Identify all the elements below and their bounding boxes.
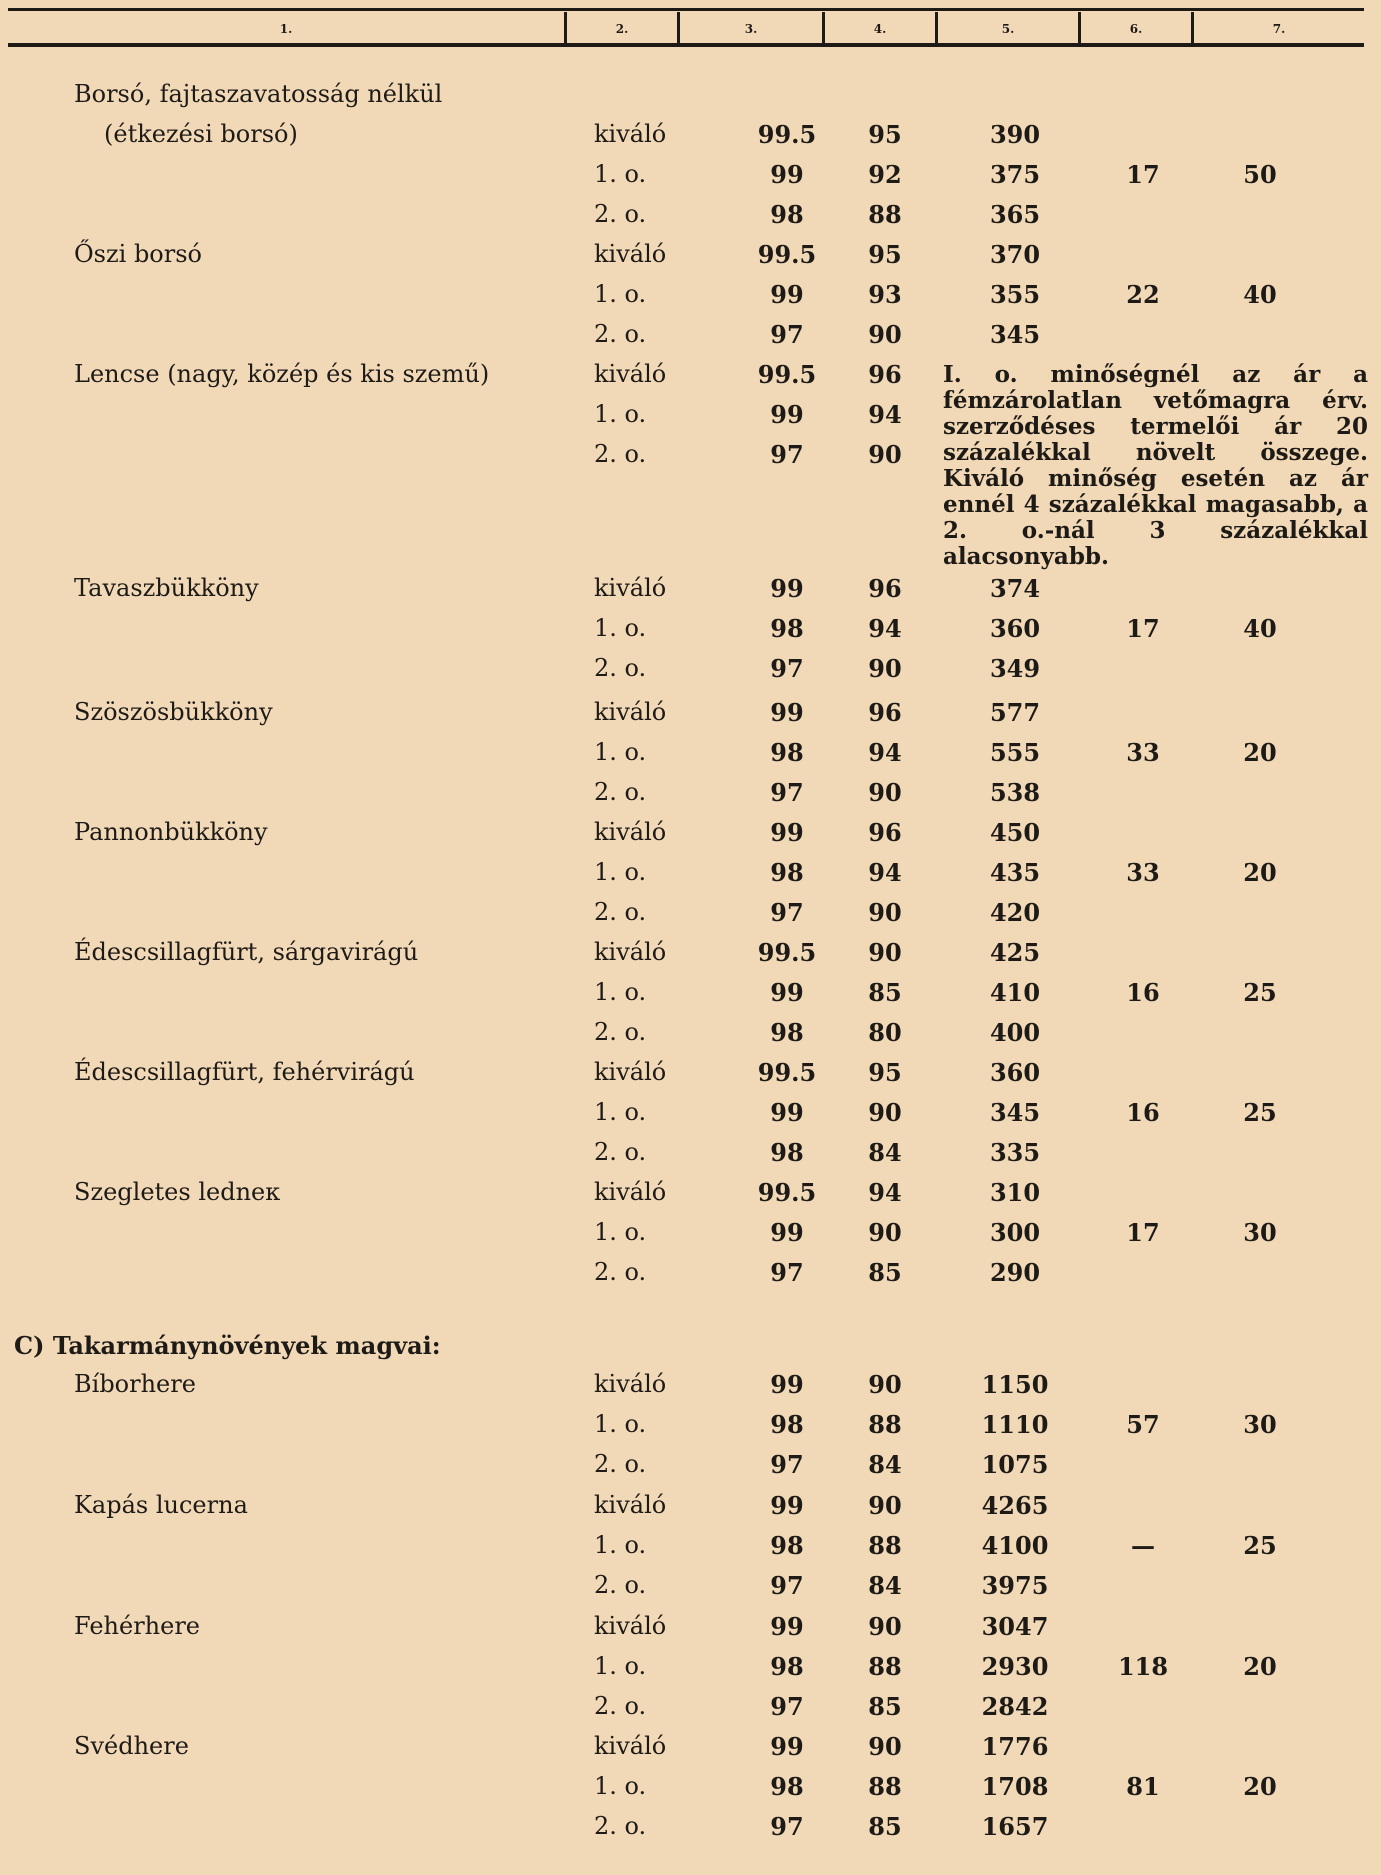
quality-class: 2. o. [594,778,647,806]
germination-pct: 90 [868,1612,902,1641]
price: 577 [989,698,1041,727]
col-6-value: 17 [1126,160,1160,189]
purity-pct: 99 [770,818,804,847]
price: 335 [989,1138,1041,1167]
purity-pct: 98 [770,1018,804,1047]
quality-class: kiváló [594,698,667,726]
table-row [0,858,1381,892]
germination-pct: 90 [868,440,902,469]
quality-class: kiváló [594,1058,667,1086]
purity-pct: 98 [770,1652,804,1681]
price: 2842 [981,1692,1049,1721]
purity-pct: 99 [770,1491,804,1520]
table-row [0,818,1381,852]
purity-pct: 98 [770,858,804,887]
price: 1150 [981,1370,1049,1399]
quality-class: 2. o. [594,200,647,228]
quality-class: 1. o. [594,978,647,1006]
quality-class: kiváló [594,360,667,388]
crop-name: Őszi borsó [74,240,202,268]
price: 400 [989,1018,1041,1047]
germination-pct: 96 [868,818,902,847]
germination-pct: 90 [868,1098,902,1127]
quality-class: kiváló [594,1370,667,1398]
purity-pct: 97 [770,1571,804,1600]
price: 345 [989,1098,1041,1127]
table-row [0,1491,1381,1525]
quality-class: 1. o. [594,858,647,886]
germination-pct: 95 [868,1058,902,1087]
table-row [0,1058,1381,1092]
col-6-value: 22 [1126,280,1160,309]
crop-name: Szegletes ledneк [74,1178,281,1206]
germination-pct: 88 [868,1531,902,1560]
purity-pct: 98 [770,200,804,229]
col-6-value: 17 [1126,1218,1160,1247]
table-row [0,1692,1381,1726]
quality-class: kiváló [594,240,667,268]
table-row [0,898,1381,932]
col-7-value: 20 [1243,1652,1277,1681]
germination-pct: 95 [868,240,902,269]
table-row [0,1258,1381,1292]
quality-class: 2. o. [594,898,647,926]
table-row [0,1098,1381,1132]
table-row [0,1531,1381,1565]
germination-pct: 96 [868,698,902,727]
crop-name: Tavaszbükköny [74,574,259,602]
header-col-6: 6. [1129,22,1143,36]
quality-class: kiváló [594,1612,667,1640]
crop-name: Szöszösbükköny [74,698,273,726]
table-row [0,1218,1381,1252]
purity-pct: 97 [770,654,804,683]
price: 1776 [981,1732,1049,1761]
table-row [0,614,1381,648]
table-row [0,1612,1381,1646]
purity-pct: 99.5 [757,120,817,149]
purity-pct: 97 [770,1692,804,1721]
col-7-value: 50 [1243,160,1277,189]
germination-pct: 84 [868,1450,902,1479]
purity-pct: 97 [770,778,804,807]
germination-pct: 96 [868,574,902,603]
header-col-2: 2. [615,22,629,36]
purity-pct: 98 [770,1138,804,1167]
crop-name: (étkezési borsó) [104,120,298,148]
price: 390 [989,120,1041,149]
col-7-value: 40 [1243,280,1277,309]
purity-pct: 99 [770,978,804,1007]
table-row [0,698,1381,732]
germination-pct: 90 [868,320,902,349]
quality-class: kiváló [594,120,667,148]
purity-pct: 97 [770,1812,804,1841]
crop-name: Bíborhere [74,1370,196,1398]
col-7-value: 25 [1243,1098,1277,1127]
crop-name: Borsó, fajtaszavatosság nélkül [74,80,443,108]
quality-class: 2. o. [594,440,647,468]
col-6-value: 17 [1126,614,1160,643]
purity-pct: 99.5 [757,360,817,389]
germination-pct: 90 [868,1370,902,1399]
price: 310 [989,1178,1041,1207]
germination-pct: 88 [868,1410,902,1439]
table-row [0,938,1381,972]
germination-pct: 85 [868,1692,902,1721]
price: 450 [989,818,1041,847]
germination-pct: 90 [868,654,902,683]
price: 2930 [981,1652,1049,1681]
quality-class: 1. o. [594,1218,647,1246]
col-6-value: 118 [1117,1652,1169,1681]
price: 555 [989,738,1041,767]
germination-pct: 92 [868,160,902,189]
price: 1657 [981,1812,1049,1841]
table-row [0,978,1381,1012]
purity-pct: 97 [770,1450,804,1479]
price: 435 [989,858,1041,887]
table-row [0,778,1381,812]
price: 1075 [981,1450,1049,1479]
table-row [0,200,1381,234]
quality-class: 2. o. [594,1018,647,1046]
col-6-value: — [1131,1531,1155,1560]
table-row [0,320,1381,354]
table-row [0,654,1381,688]
quality-class: kiváló [594,818,667,846]
table-row [0,1018,1381,1052]
table-row [0,1410,1381,1444]
germination-pct: 94 [868,400,902,429]
table-row [0,160,1381,194]
germination-pct: 90 [868,1491,902,1520]
purity-pct: 99.5 [757,240,817,269]
price: 3975 [981,1571,1049,1600]
purity-pct: 99.5 [757,938,817,967]
germination-pct: 84 [868,1571,902,1600]
col-7-value: 20 [1243,858,1277,887]
purity-pct: 98 [770,1410,804,1439]
price: 538 [989,778,1041,807]
price: 290 [989,1258,1041,1287]
header-col-5: 5. [1001,22,1015,36]
purity-pct: 99 [770,1218,804,1247]
germination-pct: 84 [868,1138,902,1167]
quality-class: 2. o. [594,1812,647,1840]
germination-pct: 85 [868,978,902,1007]
quality-class: kiváló [594,1491,667,1519]
quality-class: 1. o. [594,280,647,308]
lencse-price-note: I. o. minőségnél az ár a fémzárolatlan vetőmagra érv. szerződéses termelői ár 20 százalékkal növelt összege. Kiváló minőség esetén az ár ennél 4 százalékkal magasabb, a 2. o.-nál 3 százalékkal alacsonyabb. [943,361,1368,570]
purity-pct: 98 [770,1772,804,1801]
crop-name: Édescsillagfürt, sárgavirágú [74,938,419,966]
header-col-4: 4. [873,22,887,36]
header-col-3: 3. [744,22,758,36]
purity-pct: 99 [770,1612,804,1641]
purity-pct: 99.5 [757,1178,817,1207]
price: 355 [989,280,1041,309]
price: 4100 [981,1531,1049,1560]
price: 4265 [981,1491,1049,1520]
price: 425 [989,938,1041,967]
price: 360 [989,614,1041,643]
table-row [0,1370,1381,1404]
germination-pct: 95 [868,120,902,149]
quality-class: 1. o. [594,1772,647,1800]
quality-class: 1. o. [594,738,647,766]
table-row [0,280,1381,314]
header-bottom-rule [8,43,1364,47]
col-7-value: 40 [1243,614,1277,643]
table-row [0,120,1381,154]
table-row [0,1178,1381,1212]
purity-pct: 99 [770,280,804,309]
germination-pct: 94 [868,614,902,643]
germination-pct: 88 [868,1652,902,1681]
germination-pct: 94 [868,1178,902,1207]
germination-pct: 90 [868,1218,902,1247]
quality-class: 1. o. [594,1652,647,1680]
price: 360 [989,1058,1041,1087]
header-top-rule [8,8,1364,11]
germination-pct: 90 [868,898,902,927]
col-7-value: 30 [1243,1410,1277,1439]
quality-class: 2. o. [594,1571,647,1599]
purity-pct: 97 [770,1258,804,1287]
quality-class: kiváló [594,938,667,966]
purity-pct: 99 [770,160,804,189]
germination-pct: 80 [868,1018,902,1047]
table-row [0,1138,1381,1172]
germination-pct: 90 [868,778,902,807]
germination-pct: 90 [868,938,902,967]
germination-pct: 88 [868,1772,902,1801]
quality-class: 1. o. [594,160,647,188]
crop-name: Lencse (nagy, közép és kis szemű) [74,360,490,388]
quality-class: 2. o. [594,320,647,348]
col-7-value: 30 [1243,1218,1277,1247]
quality-class: 2. o. [594,1258,647,1286]
table-row [0,574,1381,608]
table-row [0,1450,1381,1484]
purity-pct: 98 [770,738,804,767]
price: 410 [989,978,1041,1007]
quality-class: kiváló [594,1732,667,1760]
table-row [0,738,1381,772]
germination-pct: 94 [868,858,902,887]
quality-class: 2. o. [594,1692,647,1720]
col-6-value: 16 [1126,978,1160,1007]
purity-pct: 99 [770,400,804,429]
germination-pct: 85 [868,1258,902,1287]
germination-pct: 90 [868,1732,902,1761]
col-6-value: 33 [1126,858,1160,887]
col-6-value: 16 [1126,1098,1160,1127]
quality-class: 1. o. [594,1531,647,1559]
col-7-value: 25 [1243,1531,1277,1560]
purity-pct: 99 [770,1732,804,1761]
purity-pct: 99.5 [757,1058,817,1087]
germination-pct: 93 [868,280,902,309]
table-header [0,0,1381,52]
purity-pct: 99 [770,1098,804,1127]
purity-pct: 97 [770,320,804,349]
purity-pct: 97 [770,440,804,469]
price: 300 [989,1218,1041,1247]
price: 374 [989,574,1041,603]
table-row [0,1772,1381,1806]
price: 370 [989,240,1041,269]
table-row [0,1812,1381,1846]
table-row [0,1732,1381,1766]
purity-pct: 99 [770,1370,804,1399]
quality-class: 1. o. [594,1098,647,1126]
quality-class: kiváló [594,1178,667,1206]
header-col-1: 1. [279,22,293,36]
price: 345 [989,320,1041,349]
table-row [0,80,1381,114]
crop-name: Svédhere [74,1732,189,1760]
quality-class: 1. o. [594,400,647,428]
purity-pct: 98 [770,614,804,643]
price: 3047 [981,1612,1049,1641]
price: 1708 [981,1772,1049,1801]
col-6-value: 81 [1126,1772,1160,1801]
germination-pct: 88 [868,200,902,229]
crop-name: Édescsillagfürt, fehérvirágú [74,1058,415,1086]
col-7-value: 20 [1243,738,1277,767]
col-7-value: 25 [1243,978,1277,1007]
crop-name: Pannonbükköny [74,818,268,846]
price: 349 [989,654,1041,683]
purity-pct: 99 [770,574,804,603]
purity-pct: 98 [770,1531,804,1560]
germination-pct: 96 [868,360,902,389]
crop-name: Fehérhere [74,1612,201,1640]
purity-pct: 97 [770,898,804,927]
col-6-value: 57 [1126,1410,1160,1439]
price: 375 [989,160,1041,189]
germination-pct: 94 [868,738,902,767]
quality-class: kiváló [594,574,667,602]
quality-class: 2. o. [594,1450,647,1478]
price: 365 [989,200,1041,229]
quality-class: 2. o. [594,1138,647,1166]
header-col-7: 7. [1272,22,1286,36]
quality-class: 1. o. [594,1410,647,1438]
quality-class: 1. o. [594,614,647,642]
crop-name: Kapás lucerna [74,1491,248,1519]
section-title: C) Takarmánynövények magvai: [14,1331,441,1360]
quality-class: 2. o. [594,654,647,682]
table-row [0,240,1381,274]
purity-pct: 99 [770,698,804,727]
price: 420 [989,898,1041,927]
table-row [0,1571,1381,1605]
germination-pct: 85 [868,1812,902,1841]
price: 1110 [981,1410,1049,1439]
col-7-value: 20 [1243,1772,1277,1801]
table-row [0,1652,1381,1686]
col-6-value: 33 [1126,738,1160,767]
